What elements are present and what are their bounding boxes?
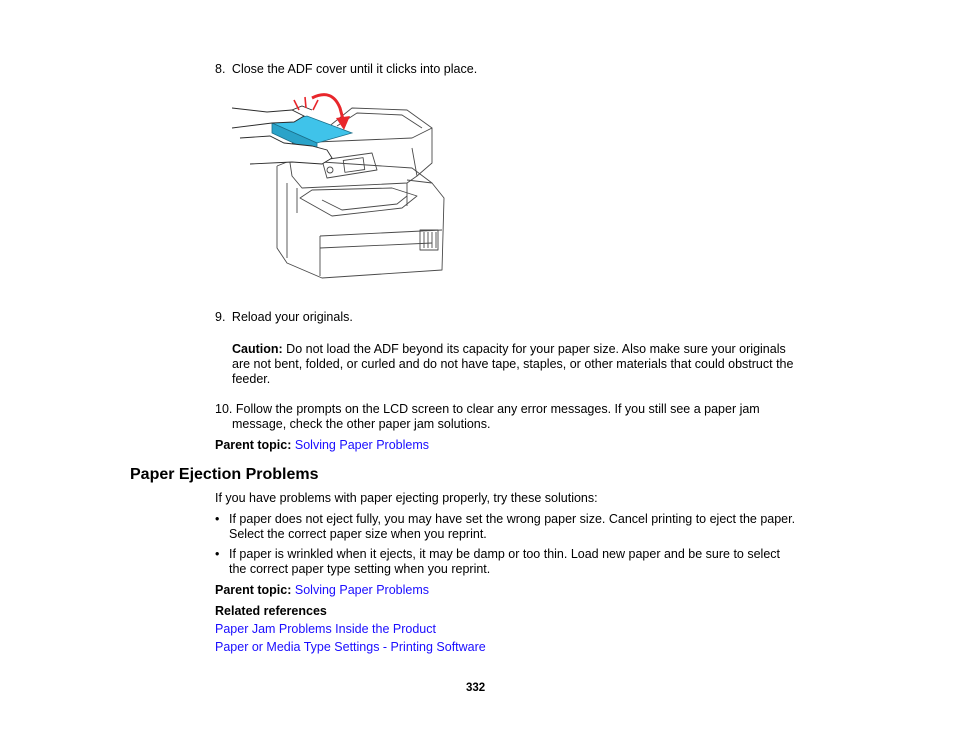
caution-line-2: are not bent, folded, or curled and do not have tape, staples, or other materials that could obstruct the (232, 357, 794, 371)
step-10-text-1: Follow the prompts on the LCD screen to clear any error messages. If you still see a paper jam (235, 402, 760, 416)
parent-topic-label: Parent topic: (215, 438, 292, 452)
bullet-item-2 (215, 547, 830, 577)
caution-label: Caution: (232, 342, 283, 356)
related-link-paper-jam[interactable]: Paper Jam Problems Inside the Product (215, 622, 436, 636)
parent-topic-label: Parent topic: (215, 583, 292, 597)
step-10-line-1 (215, 402, 825, 417)
step-10 (215, 402, 825, 432)
step-8 (215, 62, 477, 77)
parent-topic-link[interactable]: Solving Paper Problems (294, 583, 429, 597)
printer-adf-illustration (232, 88, 447, 280)
bullet-1-line-1: If paper does not eject fully, you may have set the wrong paper size. Cancel printing to eject the paper. (229, 512, 796, 526)
caution-line-3: feeder. (232, 372, 271, 386)
section-intro: If you have problems with paper ejecting properly, try these solutions: (215, 491, 598, 505)
printer-icon (232, 88, 447, 280)
caution-line-1 (232, 342, 832, 357)
parent-topic-link[interactable]: Solving Paper Problems (294, 438, 429, 452)
bullet-2-line-2: the correct paper type setting when you reprint. (229, 562, 491, 576)
step-8-text: Close the ADF cover until it clicks into place. (231, 62, 478, 76)
parent-topic-1 (215, 438, 429, 453)
bullet-1-line-2: Select the correct paper size when you reprint. (229, 527, 487, 541)
step-10-line-2: message, check the other paper jam solutions. (232, 417, 491, 431)
section-title: Paper Ejection Problems (130, 466, 319, 483)
step-9 (215, 310, 353, 325)
step-10-number: 10. (215, 402, 233, 416)
bullet-2-line-1: If paper is wrinkled when it ejects, it may be damp or too thin. Load new paper and be sure to select (229, 547, 781, 561)
step-9-text: Reload your originals. (231, 310, 353, 324)
step-9-number: 9. (215, 310, 226, 324)
caution-note (232, 342, 832, 387)
related-link-media-type[interactable]: Paper or Media Type Settings - Printing Software (215, 640, 486, 654)
bullet-marker: • (215, 547, 220, 561)
step-8-number: 8. (215, 62, 226, 76)
page-number: 332 (466, 682, 486, 694)
bullet-item-1 (215, 512, 830, 542)
related-references-heading: Related references (215, 604, 327, 618)
parent-topic-2 (215, 583, 429, 598)
caution-text-1: Do not load the ADF beyond its capacity for your paper size. Also make sure your originals (286, 342, 786, 356)
bullet-marker: • (215, 512, 220, 526)
